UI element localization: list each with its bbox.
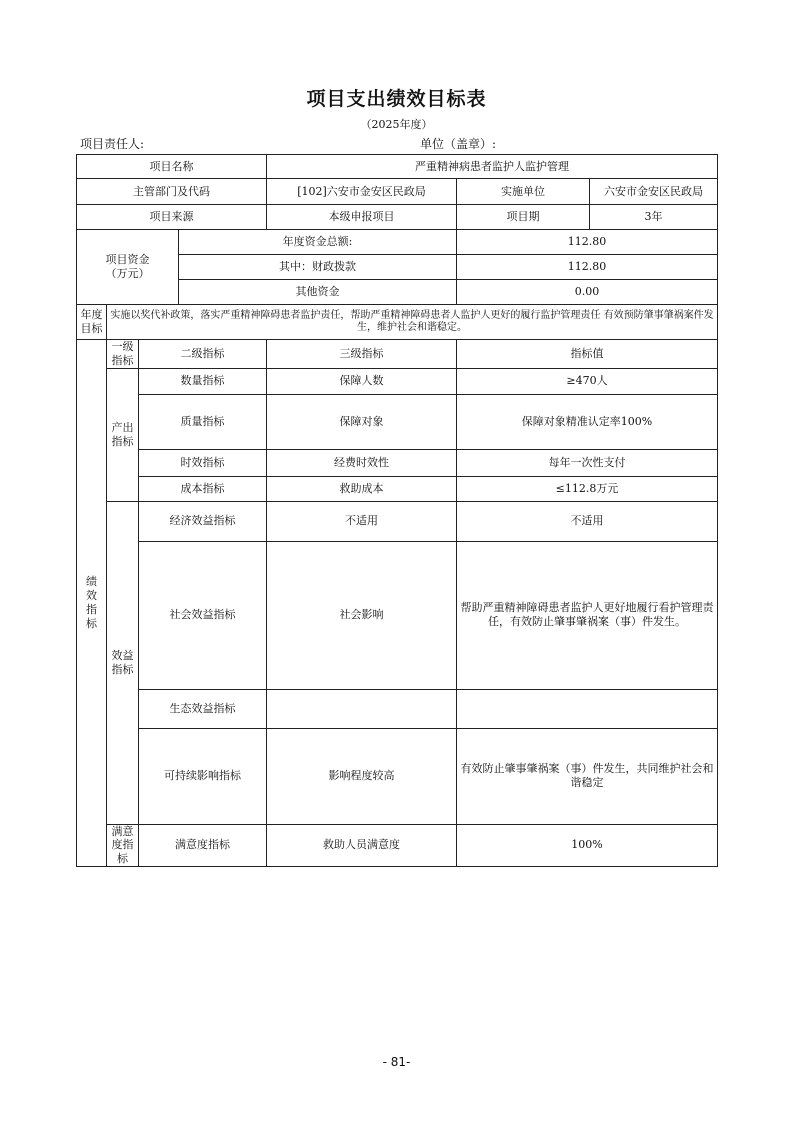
- benefit-value: 不适用: [457, 501, 718, 541]
- annual-goal-label-line1: 年度: [80, 308, 103, 322]
- project-funds-label-line2: （万元）: [105, 267, 150, 280]
- satisfaction-l3: 救助人员满意度: [267, 824, 457, 866]
- benefit-l3: 社会影响: [267, 541, 457, 689]
- perf-label-char: 标: [86, 616, 97, 630]
- annual-total-label: 年度资金总额:: [179, 230, 457, 255]
- department-value: [102]六安市金安区民政局: [267, 179, 457, 205]
- table-row: [77, 541, 718, 689]
- output-indicators-label: 产出指标: [107, 368, 139, 501]
- benefit-l2: 经济效益指标: [139, 501, 267, 541]
- table-row: [77, 476, 718, 501]
- implementing-unit-value: 六安市金安区民政局: [590, 179, 718, 205]
- output-l2: 时效指标: [139, 449, 267, 476]
- output-value: 每年一次性支付: [457, 449, 718, 476]
- header-value: 指标值: [457, 340, 718, 369]
- perf-label-char: 效: [86, 589, 97, 603]
- benefit-value: [457, 689, 718, 728]
- annual-goal-text: 实施以奖代补政策，落实严重精神障碍患者监护责任，帮助严重精神障碍患者人监护人更好的履行监护管理责任 有效预防肇事肇祸案件发生，维护社会和谐稳定。: [107, 305, 718, 340]
- other-funds-value: 0.00: [457, 280, 718, 305]
- department-label: 主管部门及代码: [77, 179, 267, 205]
- header-level2: 二级指标: [139, 340, 267, 369]
- satisfaction-l2: 满意度指标: [139, 824, 267, 866]
- satisfaction-indicators-label: 满意度指标: [107, 824, 139, 866]
- annual-goal-label-line2: 目标: [80, 322, 103, 335]
- table-row: [77, 501, 718, 541]
- project-period-value: 3年: [590, 205, 718, 230]
- output-l2: 质量指标: [139, 394, 267, 449]
- benefit-l3: 不适用: [267, 501, 457, 541]
- benefit-l2: 社会效益指标: [139, 541, 267, 689]
- page-title: 项目支出绩效目标表: [306, 88, 487, 110]
- perf-label-char: 指: [86, 602, 97, 616]
- unit-seal-label: 单位（盖章）:: [420, 137, 497, 151]
- output-l3: 保障对象: [267, 394, 457, 449]
- benefit-l3: [267, 689, 457, 728]
- page-number: - 81-: [382, 1055, 411, 1069]
- table-row: [77, 368, 718, 394]
- project-source-label: 项目来源: [77, 205, 267, 230]
- output-value: ≥470人: [457, 368, 718, 394]
- output-l3: 保障人数: [267, 368, 457, 394]
- header-level1: 一级指标: [107, 340, 139, 369]
- output-value: ≤112.8万元: [457, 476, 718, 501]
- benefit-value: 有效防止肇事肇祸案（事）件发生，共同维护社会和谐稳定: [457, 728, 718, 824]
- project-name-value: 严重精神病患者监护人监护管理: [267, 155, 718, 179]
- project-name-label: 项目名称: [77, 155, 267, 179]
- other-funds-label: 其他资金: [179, 280, 457, 305]
- benefit-l3: 影响程度较高: [267, 728, 457, 824]
- perf-label-char: 绩: [86, 575, 97, 589]
- table-row: [77, 689, 718, 728]
- table-row: [77, 449, 718, 476]
- header-level3: 三级指标: [267, 340, 457, 369]
- benefit-l2: 生态效益指标: [139, 689, 267, 728]
- fiscal-allocation-value: 112.80: [457, 255, 718, 280]
- benefit-value: 帮助严重精神障碍患者监护人更好地履行看护管理责任，有效防止肇事肇祸案（事）件发生。: [457, 541, 718, 689]
- table-row: [77, 728, 718, 824]
- project-source-value: 本级申报项目: [267, 205, 457, 230]
- satisfaction-value: 100%: [457, 824, 718, 866]
- benefit-l2: 可持续影响指标: [139, 728, 267, 824]
- annual-total-value: 112.80: [457, 230, 718, 255]
- performance-target-table: [76, 154, 718, 867]
- benefit-indicators-label: 效益指标: [107, 501, 139, 824]
- output-value: 保障对象精准认定率100%: [457, 394, 718, 449]
- project-period-label: 项目期: [457, 205, 590, 230]
- table-row: [77, 394, 718, 449]
- output-l2: 成本指标: [139, 476, 267, 501]
- performance-indicators-label: [77, 340, 107, 867]
- annual-goal-label: [77, 305, 107, 340]
- output-l3: 经费时效性: [267, 449, 457, 476]
- responsible-person-label: 项目责任人:: [80, 137, 145, 151]
- project-funds-label-line1: 项目资金: [105, 253, 150, 267]
- output-l3: 救助成本: [267, 476, 457, 501]
- fiscal-allocation-label: 其中：财政拨款: [179, 255, 457, 280]
- project-funds-label: [77, 230, 179, 305]
- output-l2: 数量指标: [139, 368, 267, 394]
- fiscal-year: （2025年度）: [360, 118, 433, 131]
- table-row: [77, 824, 718, 866]
- implementing-unit-label: 实施单位: [457, 179, 590, 205]
